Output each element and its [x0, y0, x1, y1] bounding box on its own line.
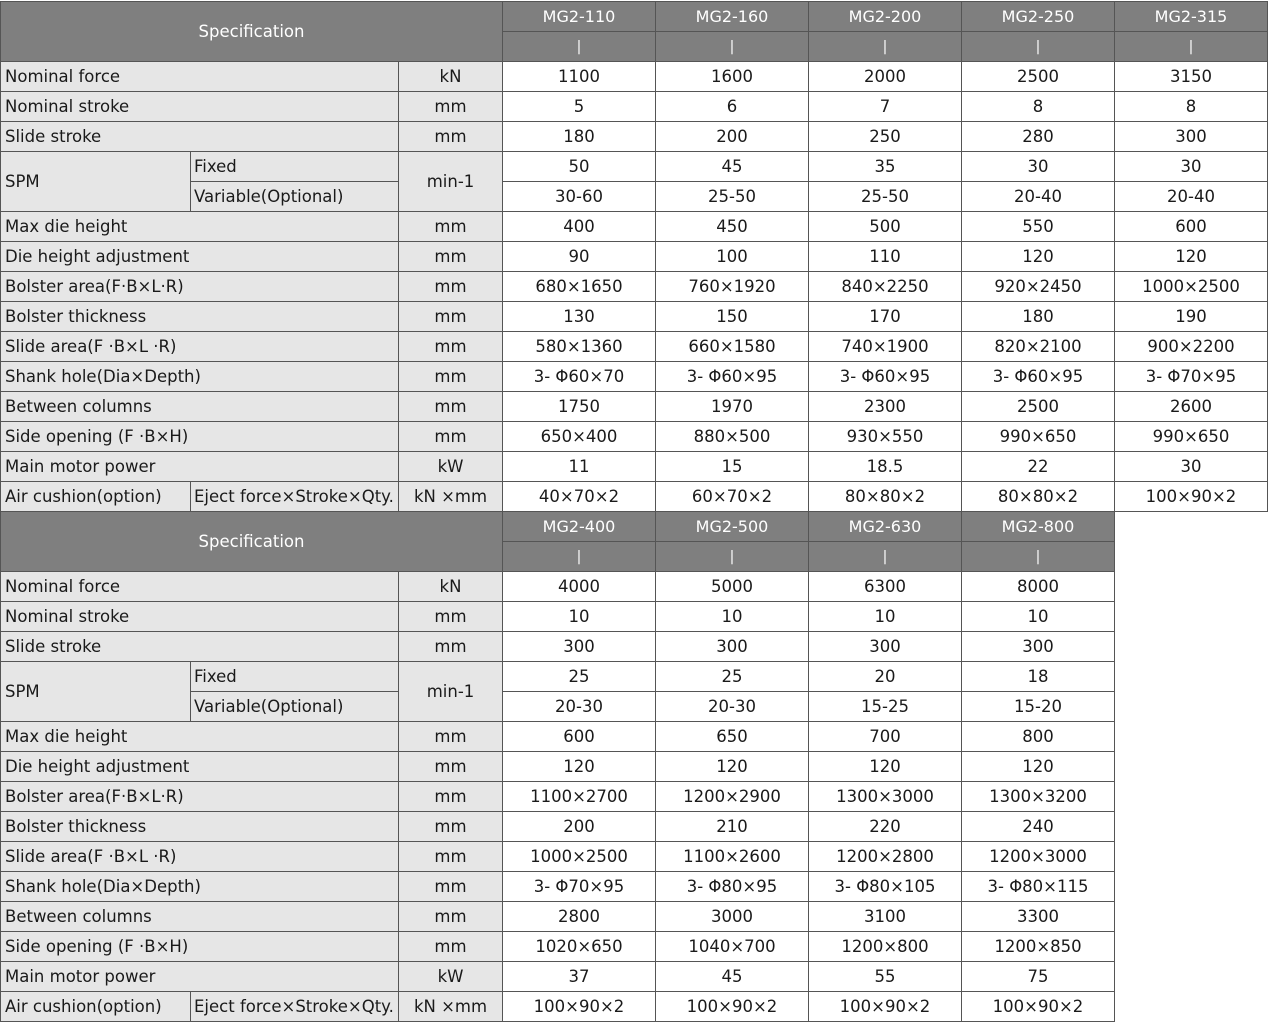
row-label: Bolster thickness [1, 812, 399, 842]
cell-value: 1100×2700 [503, 782, 656, 812]
row-unit: min-1 [399, 662, 503, 722]
model-submark: | [962, 32, 1115, 62]
row-label: Side opening (F ·B×H) [1, 932, 399, 962]
model-name: MG2-400 [503, 512, 656, 542]
cell-value: 400 [503, 212, 656, 242]
cell-value: 4000 [503, 572, 656, 602]
model-name: MG2-500 [656, 512, 809, 542]
row-sublabel: Variable(Optional) [191, 182, 399, 212]
row-unit: mm [399, 332, 503, 362]
model-name: MG2-250 [962, 2, 1115, 32]
cell-value: 20 [809, 662, 962, 692]
cell-value: 130 [503, 302, 656, 332]
cell-value: 220 [809, 812, 962, 842]
table-row [1, 392, 1268, 422]
row-label: Slide area(F ·B×L ·R) [1, 842, 399, 872]
cell-value: 120 [1115, 242, 1268, 272]
model-submark: | [503, 542, 656, 572]
cell-value: 120 [962, 752, 1115, 782]
cell-value: 6300 [809, 572, 962, 602]
row-unit: mm [399, 302, 503, 332]
cell-value: 75 [962, 962, 1115, 992]
row-sublabel: Variable(Optional) [191, 692, 399, 722]
row-label: Nominal stroke [1, 92, 399, 122]
row-label: Die height adjustment [1, 752, 399, 782]
cell-value: 2500 [962, 62, 1115, 92]
row-unit: mm [399, 272, 503, 302]
table-row [1, 482, 1268, 512]
cell-value: 150 [656, 302, 809, 332]
table-row [1, 302, 1268, 332]
row-label: Air cushion(option) [1, 992, 191, 1022]
row-sublabel: Eject force×Stroke×Qty. [191, 992, 399, 1022]
cell-value: 190 [1115, 302, 1268, 332]
cell-value: 680×1650 [503, 272, 656, 302]
spec-header: Specification [1, 512, 503, 572]
cell-value: 7 [809, 92, 962, 122]
cell-value: 37 [503, 962, 656, 992]
cell-value: 300 [1115, 122, 1268, 152]
cell-value: 110 [809, 242, 962, 272]
model-name: MG2-800 [962, 512, 1115, 542]
cell-value: 22 [962, 452, 1115, 482]
row-label: Max die height [1, 212, 399, 242]
table-row [1, 422, 1268, 452]
cell-value: 3- Φ80×95 [656, 872, 809, 902]
cell-value: 2000 [809, 62, 962, 92]
cell-value: 1100 [503, 62, 656, 92]
cell-value: 3000 [656, 902, 809, 932]
cell-value: 900×2200 [1115, 332, 1268, 362]
cell-value: 580×1360 [503, 332, 656, 362]
row-unit: mm [399, 362, 503, 392]
cell-value: 1200×800 [809, 932, 962, 962]
row-unit: mm [399, 722, 503, 752]
cell-value: 880×500 [656, 422, 809, 452]
table-row [1, 812, 1115, 842]
cell-value: 80×80×2 [962, 482, 1115, 512]
cell-value: 8 [962, 92, 1115, 122]
cell-value: 930×550 [809, 422, 962, 452]
model-submark: | [809, 542, 962, 572]
cell-value: 30 [1115, 152, 1268, 182]
spec-table-1 [0, 1, 1268, 512]
table-row [1, 572, 1115, 602]
row-label: Nominal stroke [1, 602, 399, 632]
cell-value: 25-50 [656, 182, 809, 212]
cell-value: 1200×2900 [656, 782, 809, 812]
table-row [1, 902, 1115, 932]
table-row [1, 632, 1115, 662]
row-unit: mm [399, 632, 503, 662]
row-sublabel: Eject force×Stroke×Qty. [191, 482, 399, 512]
table-row [1, 602, 1115, 632]
row-unit: mm [399, 392, 503, 422]
table-row [1, 662, 1115, 692]
row-unit: mm [399, 902, 503, 932]
row-label: Main motor power [1, 962, 399, 992]
table-row [1, 362, 1268, 392]
cell-value: 20-40 [1115, 182, 1268, 212]
row-unit: mm [399, 812, 503, 842]
cell-value: 30 [962, 152, 1115, 182]
table-row [1, 932, 1115, 962]
cell-value: 650×400 [503, 422, 656, 452]
row-unit: mm [399, 842, 503, 872]
row-sublabel: Fixed [191, 152, 399, 182]
cell-value: 45 [656, 152, 809, 182]
cell-value: 3- Φ80×105 [809, 872, 962, 902]
cell-value: 120 [656, 752, 809, 782]
cell-value: 1200×850 [962, 932, 1115, 962]
cell-value: 100 [656, 242, 809, 272]
cell-value: 100×90×2 [962, 992, 1115, 1022]
cell-value: 25 [656, 662, 809, 692]
row-label: Slide stroke [1, 632, 399, 662]
row-label: Between columns [1, 902, 399, 932]
cell-value: 30-60 [503, 182, 656, 212]
cell-value: 80×80×2 [809, 482, 962, 512]
cell-value: 2300 [809, 392, 962, 422]
model-name: MG2-630 [809, 512, 962, 542]
table-row [1, 752, 1115, 782]
table-row [1, 212, 1268, 242]
cell-value: 18 [962, 662, 1115, 692]
row-label: Between columns [1, 392, 399, 422]
cell-value: 200 [656, 122, 809, 152]
cell-value: 10 [503, 602, 656, 632]
table-row [1, 332, 1268, 362]
cell-value: 300 [656, 632, 809, 662]
cell-value: 3300 [962, 902, 1115, 932]
model-submark: | [1115, 32, 1268, 62]
cell-value: 20-30 [656, 692, 809, 722]
cell-value: 30 [1115, 452, 1268, 482]
table-row [1, 272, 1268, 302]
cell-value: 5 [503, 92, 656, 122]
row-unit: kW [399, 452, 503, 482]
row-label: Max die height [1, 722, 399, 752]
model-submark: | [656, 542, 809, 572]
cell-value: 1970 [656, 392, 809, 422]
cell-value: 55 [809, 962, 962, 992]
cell-value: 120 [503, 752, 656, 782]
cell-value: 2600 [1115, 392, 1268, 422]
row-label: Bolster area(F·B×L·R) [1, 782, 399, 812]
table-row [1, 452, 1268, 482]
model-submark: | [962, 542, 1115, 572]
cell-value: 3100 [809, 902, 962, 932]
cell-value: 15-20 [962, 692, 1115, 722]
cell-value: 450 [656, 212, 809, 242]
row-unit: min-1 [399, 152, 503, 212]
cell-value: 1200×2800 [809, 842, 962, 872]
model-submark: | [809, 32, 962, 62]
cell-value: 990×650 [1115, 422, 1268, 452]
cell-value: 45 [656, 962, 809, 992]
row-unit: mm [399, 872, 503, 902]
cell-value: 740×1900 [809, 332, 962, 362]
row-label: SPM [1, 662, 191, 722]
row-unit: mm [399, 782, 503, 812]
row-label: Slide area(F ·B×L ·R) [1, 332, 399, 362]
cell-value: 3- Φ80×115 [962, 872, 1115, 902]
cell-value: 35 [809, 152, 962, 182]
cell-value: 700 [809, 722, 962, 752]
row-label: Air cushion(option) [1, 482, 191, 512]
cell-value: 760×1920 [656, 272, 809, 302]
cell-value: 1750 [503, 392, 656, 422]
table-row [1, 122, 1268, 152]
cell-value: 1000×2500 [503, 842, 656, 872]
row-unit: mm [399, 932, 503, 962]
row-unit: mm [399, 422, 503, 452]
row-unit: kN ×mm [399, 482, 503, 512]
cell-value: 10 [809, 602, 962, 632]
cell-value: 250 [809, 122, 962, 152]
table-row [1, 782, 1115, 812]
cell-value: 500 [809, 212, 962, 242]
row-label: Nominal force [1, 572, 399, 602]
row-unit: kN [399, 572, 503, 602]
cell-value: 200 [503, 812, 656, 842]
cell-value: 3- Φ70×95 [1115, 362, 1268, 392]
cell-value: 800 [962, 722, 1115, 752]
cell-value: 660×1580 [656, 332, 809, 362]
model-submark: | [656, 32, 809, 62]
table-row [1, 842, 1115, 872]
table-row [1, 992, 1115, 1022]
cell-value: 60×70×2 [656, 482, 809, 512]
table-row [1, 722, 1115, 752]
cell-value: 1300×3000 [809, 782, 962, 812]
cell-value: 5000 [656, 572, 809, 602]
cell-value: 120 [809, 752, 962, 782]
cell-value: 840×2250 [809, 272, 962, 302]
cell-value: 10 [656, 602, 809, 632]
table-row [1, 152, 1268, 182]
row-sublabel: Fixed [191, 662, 399, 692]
table-row [1, 92, 1268, 122]
row-label: Die height adjustment [1, 242, 399, 272]
cell-value: 550 [962, 212, 1115, 242]
row-label: Main motor power [1, 452, 399, 482]
cell-value: 300 [503, 632, 656, 662]
model-submark: | [503, 32, 656, 62]
cell-value: 3- Φ70×95 [503, 872, 656, 902]
row-unit: kN [399, 62, 503, 92]
cell-value: 8 [1115, 92, 1268, 122]
row-unit: mm [399, 92, 503, 122]
row-label: Slide stroke [1, 122, 399, 152]
header-row [1, 512, 1115, 542]
cell-value: 10 [962, 602, 1115, 632]
table-row [1, 872, 1115, 902]
cell-value: 3- Φ60×95 [962, 362, 1115, 392]
row-unit: mm [399, 122, 503, 152]
table-row [1, 962, 1115, 992]
cell-value: 600 [503, 722, 656, 752]
cell-value: 1600 [656, 62, 809, 92]
row-unit: kW [399, 962, 503, 992]
spec-header: Specification [1, 2, 503, 62]
cell-value: 3- Φ60×70 [503, 362, 656, 392]
cell-value: 920×2450 [962, 272, 1115, 302]
cell-value: 650 [656, 722, 809, 752]
cell-value: 6 [656, 92, 809, 122]
cell-value: 20-40 [962, 182, 1115, 212]
cell-value: 1020×650 [503, 932, 656, 962]
cell-value: 8000 [962, 572, 1115, 602]
cell-value: 300 [809, 632, 962, 662]
cell-value: 3- Φ60×95 [656, 362, 809, 392]
cell-value: 180 [503, 122, 656, 152]
cell-value: 300 [962, 632, 1115, 662]
model-name: MG2-200 [809, 2, 962, 32]
cell-value: 1100×2600 [656, 842, 809, 872]
model-name: MG2-160 [656, 2, 809, 32]
table-row [1, 182, 1268, 212]
row-label: Side opening (F ·B×H) [1, 422, 399, 452]
row-unit: kN ×mm [399, 992, 503, 1022]
row-unit: mm [399, 602, 503, 632]
row-label: Bolster thickness [1, 302, 399, 332]
cell-value: 15 [656, 452, 809, 482]
cell-value: 100×90×2 [656, 992, 809, 1022]
cell-value: 600 [1115, 212, 1268, 242]
cell-value: 1300×3200 [962, 782, 1115, 812]
cell-value: 990×650 [962, 422, 1115, 452]
row-label: SPM [1, 152, 191, 212]
cell-value: 2800 [503, 902, 656, 932]
cell-value: 15-25 [809, 692, 962, 722]
row-label: Shank hole(Dia×Depth) [1, 362, 399, 392]
cell-value: 3- Φ60×95 [809, 362, 962, 392]
row-unit: mm [399, 212, 503, 242]
header-row [1, 2, 1268, 32]
cell-value: 180 [962, 302, 1115, 332]
cell-value: 25-50 [809, 182, 962, 212]
cell-value: 100×90×2 [809, 992, 962, 1022]
model-name: MG2-110 [503, 2, 656, 32]
row-unit: mm [399, 752, 503, 782]
cell-value: 170 [809, 302, 962, 332]
cell-value: 18.5 [809, 452, 962, 482]
model-name: MG2-315 [1115, 2, 1268, 32]
cell-value: 11 [503, 452, 656, 482]
cell-value: 1040×700 [656, 932, 809, 962]
cell-value: 3150 [1115, 62, 1268, 92]
row-label: Nominal force [1, 62, 399, 92]
cell-value: 240 [962, 812, 1115, 842]
cell-value: 280 [962, 122, 1115, 152]
row-label: Shank hole(Dia×Depth) [1, 872, 399, 902]
table-row [1, 242, 1268, 272]
cell-value: 820×2100 [962, 332, 1115, 362]
row-label: Bolster area(F·B×L·R) [1, 272, 399, 302]
spec-table-2 [0, 511, 1115, 1022]
cell-value: 100×90×2 [1115, 482, 1268, 512]
cell-value: 100×90×2 [503, 992, 656, 1022]
cell-value: 90 [503, 242, 656, 272]
cell-value: 50 [503, 152, 656, 182]
row-unit: mm [399, 242, 503, 272]
cell-value: 120 [962, 242, 1115, 272]
cell-value: 40×70×2 [503, 482, 656, 512]
cell-value: 1200×3000 [962, 842, 1115, 872]
table-row [1, 62, 1268, 92]
cell-value: 210 [656, 812, 809, 842]
cell-value: 1000×2500 [1115, 272, 1268, 302]
cell-value: 20-30 [503, 692, 656, 722]
cell-value: 2500 [962, 392, 1115, 422]
cell-value: 25 [503, 662, 656, 692]
